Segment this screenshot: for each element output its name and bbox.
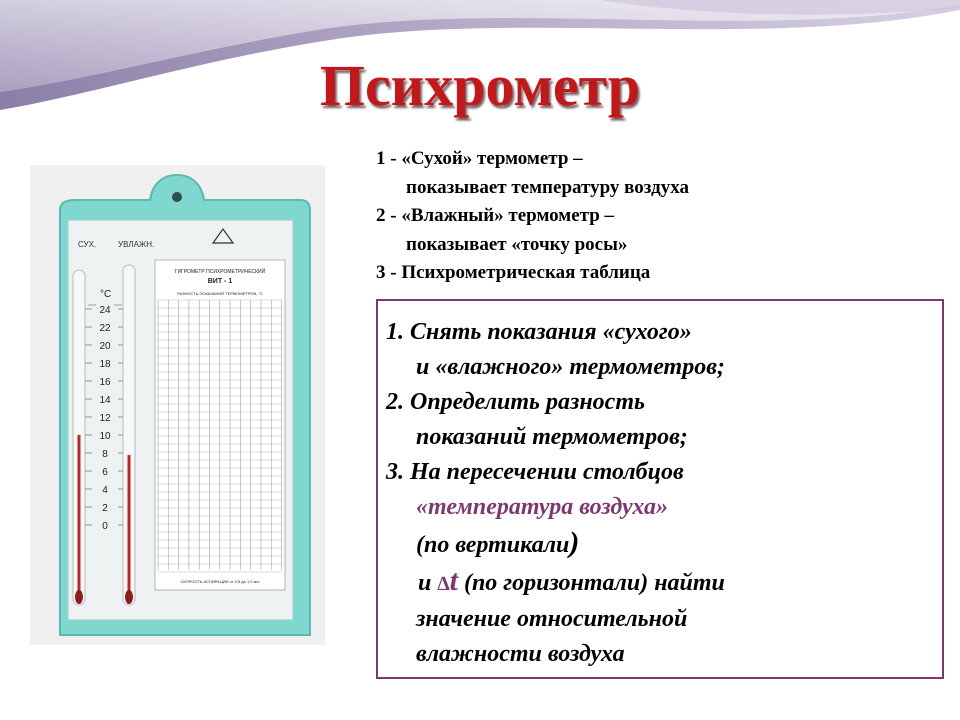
scale-label: 2 [102, 503, 108, 514]
step-3-line-1: 3. На пересечении столбцов [386, 459, 684, 485]
step-2-line-2: показаний термометров; [416, 424, 688, 450]
scale-label: 8 [102, 449, 108, 460]
svg-text:ВИТ - 1: ВИТ - 1 [207, 278, 233, 285]
step-3-vertical-text: (по вертикали [416, 532, 570, 558]
legend-number: 2 - [376, 205, 402, 226]
scale-label: 24 [99, 305, 111, 316]
legend-sub: показывает «точку росы» [406, 233, 628, 255]
delta-symbol: ∆ [437, 573, 450, 595]
svg-text:ГИГРОМЕТР ПСИХРОМЕТРИЧЕСКИЙ: ГИГРОМЕТР ПСИХРОМЕТРИЧЕСКИЙ [174, 269, 266, 275]
scale-label: 0 [102, 521, 108, 532]
celsius-unit: °C [100, 289, 112, 300]
scale-label: 22 [99, 323, 111, 334]
scale-label: 16 [99, 377, 111, 388]
step-3-paren: ) [569, 526, 580, 559]
legend-main: Психрометрическая таблица [401, 262, 651, 283]
step-3-line-4 [386, 560, 942, 602]
scale-label: 20 [99, 341, 111, 352]
psychrometer-photo [30, 165, 325, 645]
legend-list [376, 145, 936, 288]
scale-label: 10 [99, 431, 111, 442]
legend-item-2 [376, 202, 936, 259]
page-title: Психрометр [319, 53, 641, 118]
wet-label: УВЛАЖН. [118, 240, 155, 249]
scale-label: 18 [99, 359, 111, 370]
step-2-line-1: 2. Определить разность [386, 389, 645, 415]
dry-label: СУХ. [78, 240, 97, 249]
step-3-and: и [418, 570, 438, 596]
delta-t-letter: t [449, 564, 458, 597]
legend-item-1 [376, 145, 936, 202]
scale-label: 12 [99, 413, 111, 424]
scale-label: 6 [102, 467, 108, 478]
step-3-line-5: значение относительной [416, 606, 688, 632]
step-3-horizontal-text: (по горизонтали) найти [457, 570, 725, 596]
step-1-line-2: и «влажного» термометров; [416, 354, 725, 380]
step-3-line-6: влажности воздуха [416, 641, 625, 667]
legend-item-3 [376, 259, 936, 288]
legend-number: 1 - [376, 148, 402, 169]
legend-main: «Сухой» термометр – [401, 148, 583, 169]
instructions-box [376, 299, 944, 679]
step-3-line-3 [386, 525, 942, 560]
svg-text:РАЗНОСТЬ ПОКАЗАНИЙ ТЕРМОМЕТРОВ: РАЗНОСТЬ ПОКАЗАНИЙ ТЕРМОМЕТРОВ, °С [177, 291, 263, 296]
step-1-line-1: 1. Снять показания «сухого» [386, 319, 692, 345]
step-3-line-2: «температура воздуха» [416, 494, 668, 520]
scale-label: 14 [99, 395, 111, 406]
svg-text:СКОРОСТЬ АСПИРАЦИИ от 0,5 до 1: СКОРОСТЬ АСПИРАЦИИ от 0,5 до 1,0 м/с [180, 579, 260, 584]
legend-sub: показывает температуру воздуха [406, 176, 689, 198]
scale-label: 4 [102, 485, 108, 496]
legend-main: «Влажный» термометр – [401, 205, 615, 226]
legend-number: 3 - [376, 262, 402, 283]
